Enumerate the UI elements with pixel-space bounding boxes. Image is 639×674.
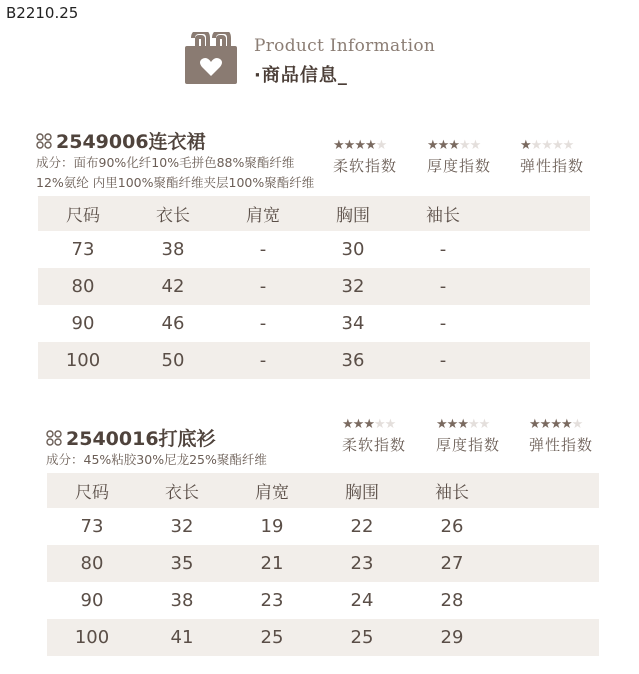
table-cell: 23 <box>317 545 407 582</box>
table-cell: 32 <box>308 268 398 305</box>
product-code: B2210.25 <box>6 4 79 22</box>
table-cell: 27 <box>407 545 497 582</box>
table-cell: 32 <box>170 516 194 537</box>
header-subtitle: ·商品信息_ <box>254 65 348 86</box>
header-cell: 肩宽 <box>227 473 317 508</box>
section2-rating-softness <box>342 418 422 455</box>
rating-label: 弹性指数 <box>520 157 585 175</box>
table-header-row <box>38 196 590 231</box>
section2-title <box>46 424 216 451</box>
star-empty-icon: ★ <box>541 138 552 153</box>
section2-size-table <box>47 473 599 656</box>
table-cell: 35 <box>137 545 227 582</box>
header-cell: 胸围 <box>317 473 407 508</box>
rating-label: 柔软指数 <box>342 436 407 454</box>
star-filled-icon: ★ <box>550 417 561 432</box>
header-cell: 袖长 <box>398 196 488 231</box>
star-empty-icon: ★ <box>478 417 490 432</box>
table-cell: 24 <box>350 590 374 611</box>
table-row <box>38 268 590 305</box>
header-cell: 袖长 <box>407 473 497 508</box>
star-filled-icon: ★ <box>343 138 355 153</box>
table-cell: 21 <box>227 545 317 582</box>
table-cell: - <box>398 342 488 379</box>
table-cell: 90 <box>71 313 95 334</box>
section1-composition-1: 成分：面布90%化纤10%毛拼色88%聚酯纤维 <box>36 155 295 170</box>
table-row <box>38 305 590 342</box>
table-cell: 28 <box>440 590 464 611</box>
star-empty-icon: ★ <box>562 138 574 153</box>
table-cell: 26 <box>440 516 464 537</box>
header-cell: 肩宽 <box>218 196 308 231</box>
section2-title-text: 2540016打底衫 <box>66 428 216 450</box>
star-filled-icon: ★ <box>446 417 458 432</box>
star-rating <box>333 139 413 153</box>
star-empty-icon: ★ <box>384 417 396 432</box>
table-row <box>38 231 590 268</box>
header-cell: 尺码 <box>47 473 137 508</box>
table-cell: - <box>398 268 488 305</box>
header-cell: 尺码 <box>38 196 128 231</box>
table-cell: 23 <box>260 590 284 611</box>
star-filled-icon: ★ <box>436 417 447 432</box>
section2-composition-1: 成分：45%粘胶30%尼龙25%聚酯纤维 <box>46 452 267 467</box>
table-cell: 25 <box>227 619 317 656</box>
section1-rating-elasticity <box>520 139 600 176</box>
table-cell: 100 <box>38 342 128 379</box>
table-cell: 22 <box>350 516 374 537</box>
rating-label: 厚度指数 <box>436 436 501 454</box>
table-cell: 41 <box>137 619 227 656</box>
four-circles-icon <box>46 430 62 446</box>
star-filled-icon: ★ <box>342 417 353 432</box>
table-cell: - <box>259 239 267 260</box>
star-empty-icon: ★ <box>458 138 470 153</box>
star-filled-icon: ★ <box>437 138 449 153</box>
star-rating <box>342 418 422 432</box>
table-cell: - <box>218 342 308 379</box>
star-empty-icon: ★ <box>469 138 481 153</box>
star-empty-icon: ★ <box>375 138 387 153</box>
table-cell: 100 <box>47 619 137 656</box>
table-cell: - <box>439 313 447 334</box>
table-cell: - <box>259 313 267 334</box>
star-rating <box>529 418 609 432</box>
table-row <box>47 619 599 656</box>
rating-label: 弹性指数 <box>529 436 594 454</box>
table-cell: 42 <box>128 268 218 305</box>
table-cell: 50 <box>128 342 218 379</box>
section1-size-table <box>38 196 590 379</box>
table-cell: 73 <box>71 239 95 260</box>
section1-rating-thickness <box>427 139 507 176</box>
star-filled-icon: ★ <box>427 138 438 153</box>
star-empty-icon: ★ <box>571 417 583 432</box>
star-rating <box>520 139 600 153</box>
table-row <box>47 545 599 582</box>
table-cell: 46 <box>161 313 185 334</box>
star-filled-icon: ★ <box>352 417 364 432</box>
table-cell: 38 <box>161 239 185 260</box>
star-filled-icon: ★ <box>539 417 551 432</box>
section1-rating-softness <box>333 139 413 176</box>
star-filled-icon: ★ <box>333 138 344 153</box>
table-cell: 90 <box>80 590 104 611</box>
table-cell: 34 <box>341 313 365 334</box>
table-cell: 30 <box>341 239 365 260</box>
star-filled-icon: ★ <box>448 138 459 153</box>
star-empty-icon: ★ <box>467 417 479 432</box>
table-row <box>47 508 599 545</box>
rating-label: 厚度指数 <box>427 157 492 175</box>
header-cell: 衣长 <box>137 473 227 508</box>
shopping-bag-heart-icon <box>183 32 239 86</box>
star-empty-icon: ★ <box>551 138 563 153</box>
section2-rating-elasticity <box>529 418 609 455</box>
table-cell: 38 <box>170 590 194 611</box>
star-filled-icon: ★ <box>520 138 531 153</box>
table-cell: - <box>439 239 447 260</box>
star-filled-icon: ★ <box>364 138 376 153</box>
star-empty-icon: ★ <box>530 138 542 153</box>
rating-label: 柔软指数 <box>333 157 398 175</box>
table-cell: 25 <box>317 619 407 656</box>
star-empty-icon: ★ <box>373 417 385 432</box>
section1-title-text: 2549006连衣裙 <box>56 131 206 153</box>
table-row <box>38 342 590 379</box>
header-cell: 衣长 <box>128 196 218 231</box>
star-filled-icon: ★ <box>363 417 374 432</box>
table-row <box>47 582 599 619</box>
star-rating <box>436 418 516 432</box>
table-cell: 80 <box>38 268 128 305</box>
section2-rating-thickness <box>436 418 516 455</box>
section1-composition-2: 12%氨纶 内里100%聚酯纤维夹层100%聚酯纤维 <box>36 175 315 190</box>
four-circles-icon <box>36 133 52 149</box>
table-cell: 36 <box>308 342 398 379</box>
header-title: Product Information <box>254 36 436 56</box>
star-filled-icon: ★ <box>529 417 540 432</box>
star-rating <box>427 139 507 153</box>
table-cell: - <box>218 268 308 305</box>
table-cell: 73 <box>80 516 104 537</box>
star-filled-icon: ★ <box>457 417 468 432</box>
table-cell: 19 <box>260 516 284 537</box>
table-cell: 29 <box>407 619 497 656</box>
table-cell: 80 <box>47 545 137 582</box>
table-header-row <box>47 473 599 508</box>
header-cell: 胸围 <box>308 196 398 231</box>
star-filled-icon: ★ <box>560 417 572 432</box>
section1-title <box>36 127 206 154</box>
star-filled-icon: ★ <box>354 138 365 153</box>
